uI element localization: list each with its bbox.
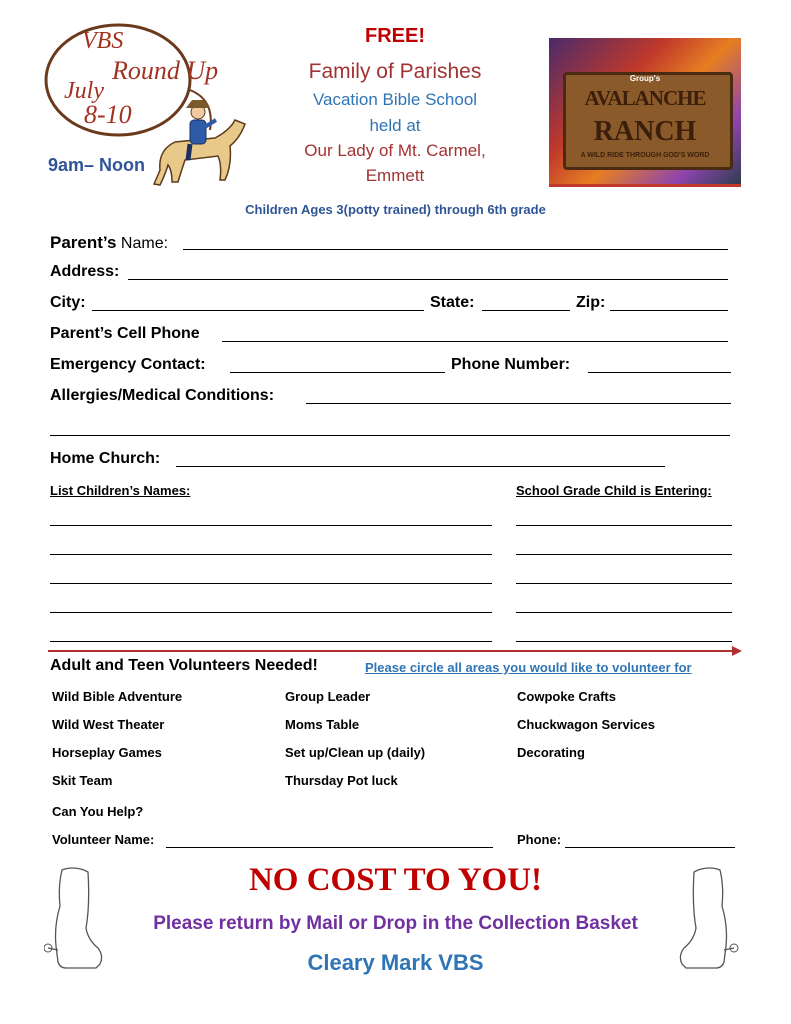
- children-names-heading: List Children’s Names:: [50, 483, 191, 498]
- can-you-help: Can You Help?: [52, 804, 144, 819]
- return-instructions: Please return by Mail or Drop in the Collection Basket: [153, 913, 638, 934]
- phone-number-field[interactable]: [588, 358, 731, 373]
- zip-label: Zip:: [576, 294, 606, 311]
- volunteer-option[interactable]: Horseplay Games: [52, 745, 162, 760]
- banner-tagline: A WILD RIDE THROUGH GOD'S WORD: [580, 152, 710, 159]
- logo-line-roundup: Round Up: [112, 56, 219, 85]
- volunteer-option[interactable]: Wild West Theater: [52, 717, 165, 732]
- allergies-field[interactable]: [306, 389, 731, 404]
- event-time: 9am– Noon: [48, 155, 146, 175]
- cell-phone-field[interactable]: [222, 327, 728, 342]
- address-field[interactable]: [128, 265, 728, 280]
- banner-title-1: AVALANCHE: [584, 86, 706, 110]
- emergency-contact-label: Emergency Contact:: [50, 356, 206, 373]
- divider-arrow-icon: [48, 645, 743, 657]
- banner-brand: Group's: [629, 74, 661, 83]
- volunteer-name-label: Volunteer Name:: [52, 832, 155, 847]
- child-grade-field-2[interactable]: [516, 540, 732, 555]
- no-cost-banner: NO COST TO YOU!: [248, 862, 543, 898]
- child-grade-field-1[interactable]: [516, 511, 732, 526]
- child-name-field-4[interactable]: [50, 598, 492, 613]
- volunteers-heading: Adult and Teen Volunteers Needed!: [50, 657, 318, 674]
- volunteer-option[interactable]: Chuckwagon Services: [517, 717, 655, 732]
- church-name: Our Lady of Mt. Carmel,: [304, 141, 486, 160]
- home-church-field[interactable]: [176, 452, 665, 467]
- free-label: FREE!: [365, 25, 425, 47]
- allergies-field-line-2[interactable]: [50, 421, 730, 436]
- volunteer-name-field[interactable]: [166, 833, 493, 848]
- volunteer-option[interactable]: Skit Team: [52, 773, 113, 788]
- held-at: held at: [369, 116, 421, 135]
- avalanche-ranch-banner: [549, 38, 741, 187]
- logo-line-vbs: VBS: [82, 28, 124, 54]
- child-name-field-1[interactable]: [50, 511, 492, 526]
- ages-note: Children Ages 3(potty trained) through 6th grade: [245, 202, 546, 217]
- volunteer-instruction: Please circle all areas you would like to volunteer for: [365, 660, 692, 675]
- child-grade-field-5[interactable]: [516, 627, 732, 642]
- volunteer-phone-field[interactable]: [565, 833, 735, 848]
- volunteer-option[interactable]: Cowpoke Crafts: [517, 689, 616, 704]
- city-field[interactable]: [92, 296, 424, 311]
- vacation-bible-school: Vacation Bible School: [312, 90, 478, 109]
- family-of-parishes: Family of Parishes: [308, 60, 482, 83]
- state-field[interactable]: [482, 296, 570, 311]
- volunteer-option[interactable]: Decorating: [517, 745, 585, 760]
- volunteer-option[interactable]: Set up/Clean up (daily): [285, 745, 426, 760]
- home-church-label: Home Church:: [50, 450, 161, 467]
- child-grade-field-4[interactable]: [516, 598, 732, 613]
- child-name-field-2[interactable]: [50, 540, 492, 555]
- parent-name-label-a: Parent’s: [50, 233, 117, 252]
- emergency-contact-field[interactable]: [230, 358, 445, 373]
- city-label: City:: [50, 294, 86, 311]
- volunteer-option[interactable]: Group Leader: [285, 689, 371, 704]
- cell-phone-label: Parent’s Cell Phone: [50, 325, 200, 342]
- parent-name-label-b: Name:: [116, 235, 169, 252]
- allergies-label: Allergies/Medical Conditions:: [50, 387, 275, 404]
- volunteer-option[interactable]: Wild Bible Adventure: [52, 689, 183, 704]
- parent-name-row: [50, 233, 168, 253]
- logo-line-july: July: [64, 78, 104, 104]
- parent-name-field[interactable]: [183, 235, 728, 250]
- phone-number-label: Phone Number:: [451, 356, 571, 373]
- school-grade-heading: School Grade Child is Entering:: [516, 483, 712, 498]
- child-name-field-3[interactable]: [50, 569, 492, 584]
- cleary-mark-vbs: Cleary Mark VBS: [307, 950, 484, 975]
- child-name-field-5[interactable]: [50, 627, 492, 642]
- banner-title-2: RANCH: [593, 116, 697, 147]
- town-name: Emmett: [365, 166, 425, 185]
- address-label: Address:: [50, 263, 120, 280]
- child-grade-field-3[interactable]: [516, 569, 732, 584]
- state-label: State:: [430, 294, 475, 311]
- volunteer-option[interactable]: Thursday Pot luck: [285, 773, 398, 788]
- logo-line-dates: 8-10: [84, 100, 132, 129]
- volunteer-phone-label: Phone:: [517, 832, 562, 847]
- volunteer-option[interactable]: Moms Table: [285, 717, 360, 732]
- zip-field[interactable]: [610, 296, 728, 311]
